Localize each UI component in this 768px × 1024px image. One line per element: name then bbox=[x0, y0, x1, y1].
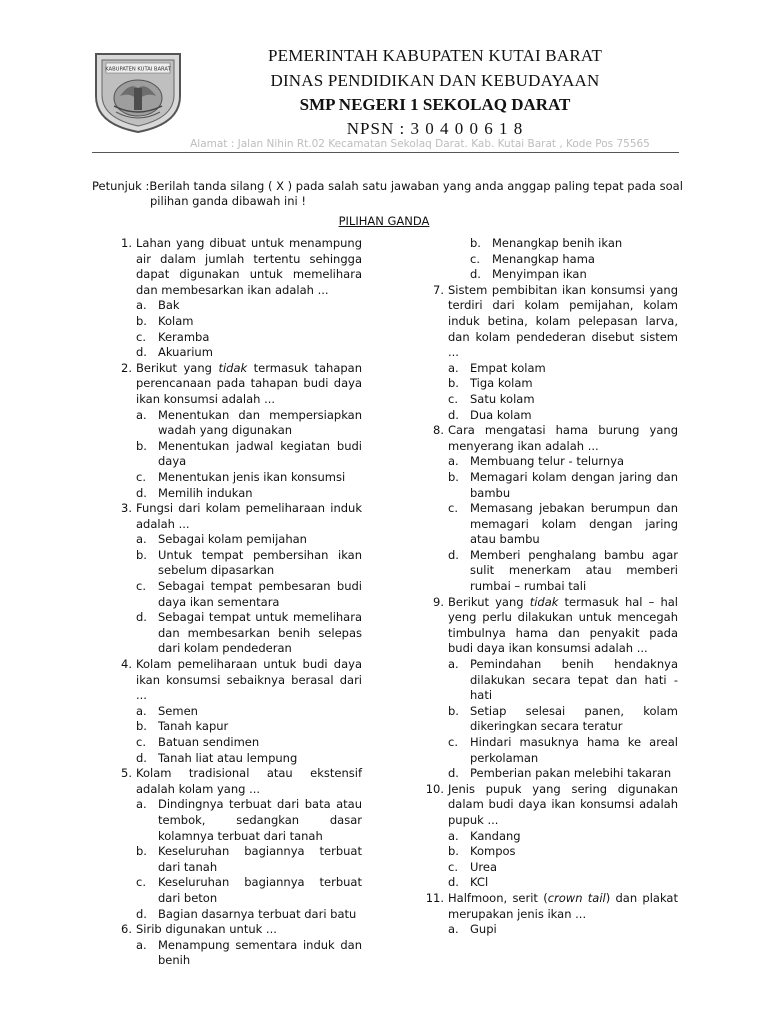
question-number: 7. bbox=[433, 282, 444, 297]
option-a[interactable]: a. Pemindahan benih hendaknya dilakukan secara tepat dan hati - hati bbox=[448, 657, 678, 703]
question-8 bbox=[418, 423, 678, 595]
option-c[interactable]: c. Memasang jebakan berumpun dan memagari kolam dengan jaring atau bambu bbox=[448, 501, 678, 547]
question-text: Sirib digunakan untuk ... bbox=[136, 922, 277, 937]
question-text: Jenis pupuk yang sering digunakan dalam budi daya ikan konsumsi adalah pupuk ... bbox=[448, 781, 678, 827]
option-c[interactable]: c. Menentukan jenis ikan konsumsi bbox=[136, 469, 346, 484]
question-text: Halfmoon, serit (crown tail) dan plakat merupakan jenis ikan ... bbox=[448, 890, 678, 921]
question-text: Cara mengatasi hama burung yang menyerang ikan adalah ... bbox=[448, 423, 678, 453]
question-10 bbox=[418, 782, 678, 891]
letterhead bbox=[0, 0, 768, 160]
question-1 bbox=[106, 236, 362, 361]
option-c[interactable]: c. Hindari masuknya hama ke areal perkolaman bbox=[448, 735, 678, 765]
right-column bbox=[418, 236, 678, 938]
option-b[interactable]: b. Keseluruhan bagiannya terbuat dari tanah bbox=[136, 844, 362, 874]
question-number: 8. bbox=[433, 423, 444, 438]
option-a[interactable]: a. Menampung sementara induk dan benih bbox=[136, 937, 362, 968]
school-address: Alamat : Jalan Nihin Rt.02 Kecamatan Sekolaq Darat. Kab. Kutai Barat , Kode Pos 75565 bbox=[190, 138, 650, 150]
option-c[interactable]: c. Urea bbox=[448, 859, 498, 874]
option-d[interactable]: d. Dua kolam bbox=[448, 407, 532, 422]
option-c[interactable]: c. Keramba bbox=[136, 329, 210, 344]
question-text: Kolam tradisional atau ekstensif adalah kolam yang ... bbox=[136, 766, 362, 796]
question-11 bbox=[418, 891, 678, 938]
option-d[interactable]: d. Memberi penghalang bambu agar sulit menerkam atau memberi rumbai – rumbai tali bbox=[448, 547, 678, 594]
option-d[interactable]: d. KCl bbox=[448, 875, 489, 890]
question-number: 5. bbox=[121, 766, 132, 781]
option-b[interactable]: b. Menangkap benih ikan bbox=[470, 236, 623, 250]
question-text: Berikut yang tidak termasuk tahapan perencanaan pada tahapan budi daya ikan konsumsi adalah ... bbox=[136, 360, 363, 406]
option-c[interactable]: c. Menangkap hama bbox=[470, 251, 595, 266]
option-d[interactable]: d. Sebagai tempat untuk memelihara dan membesarkan benih selepas dari kolam pendederan bbox=[136, 610, 362, 656]
option-a[interactable]: a. Semen bbox=[136, 703, 198, 718]
question-text: Kolam pemeliharaan untuk budi daya ikan konsumsi sebaiknya berasal dari ... bbox=[136, 657, 362, 703]
left-column bbox=[106, 236, 362, 969]
option-d[interactable]: d. Bagian dasarnya terbuat dari batu bbox=[136, 906, 357, 921]
question-text: Berikut yang tidak termasuk hal – hal yeng perlu dilakukan untuk mencegah timbulnya hama dan penyakit pada budi daya ikan konsumsi adalah ... bbox=[448, 594, 679, 656]
question-number: 2. bbox=[121, 360, 132, 375]
question-text: Fungsi dari kolam pemeliharaan induk adalah ... bbox=[136, 501, 362, 531]
question-number: 4. bbox=[121, 657, 132, 672]
question-3 bbox=[106, 501, 362, 657]
government-title: PEMERINTAH KABUPATEN KUTAI BARAT bbox=[267, 46, 603, 65]
option-d[interactable]: d. Tanah liat atau lempung bbox=[136, 750, 298, 765]
option-a[interactable]: a. Kandang bbox=[448, 828, 521, 843]
regency-emblem-icon bbox=[90, 48, 186, 134]
option-a[interactable]: a. Membuang telur - telurnya bbox=[448, 454, 625, 469]
question-9 bbox=[418, 595, 678, 782]
question-number: 9. bbox=[433, 594, 444, 609]
option-b[interactable]: b. Memagari kolam dengan jaring dan bambu bbox=[448, 469, 678, 500]
header-divider bbox=[92, 152, 679, 153]
instructions-line-2: pilihan ganda dibawah ini ! bbox=[150, 194, 306, 208]
npsn: NPSN : 3 0 4 0 0 6 1 8 bbox=[346, 119, 524, 138]
option-d[interactable]: d. Memilih indukan bbox=[136, 485, 253, 500]
option-b[interactable]: b. Untuk tempat pembersihan ikan sebelum dipasarkan bbox=[136, 547, 362, 578]
question-text: Sistem pembibitan ikan konsumsi yang terdiri dari kolam pemijahan, kolam induk betina, kolam pelepasan larva, dan kolam pendederan disebut sistem ... bbox=[448, 282, 678, 360]
option-c[interactable]: c. Satu kolam bbox=[448, 391, 535, 406]
question-7 bbox=[418, 283, 678, 423]
option-c[interactable]: c. Keseluruhan bagiannya terbuat dari beton bbox=[136, 875, 362, 905]
option-b[interactable]: b. Setiap selesai panen, kolam dikeringkan secara teratur bbox=[448, 703, 678, 734]
option-b[interactable]: b. Kolam bbox=[136, 313, 194, 328]
question-4 bbox=[106, 657, 362, 766]
section-title: PILIHAN GANDA bbox=[338, 214, 430, 228]
instructions-label: Petunjuk : bbox=[92, 179, 150, 193]
option-a[interactable]: a. Gupi bbox=[448, 922, 497, 937]
question-text: Lahan yang dibuat untuk menampung air dalam jumlah tertentu sehingga dapat digunakan untuk memelihara dan membesarkan ikan adalah ... bbox=[136, 236, 362, 297]
option-a[interactable]: a. Empat kolam bbox=[448, 360, 546, 375]
question-number: 3. bbox=[121, 501, 132, 516]
option-c[interactable]: c. Sebagai tempat pembesaran budi daya ikan sementara bbox=[136, 579, 362, 609]
option-a[interactable]: a. Menentukan dan mempersiapkan wadah yang digunakan bbox=[136, 407, 362, 438]
option-b[interactable]: b. Menentukan jadwal kegiatan budi daya bbox=[136, 438, 362, 469]
question-number: 10. bbox=[425, 781, 444, 796]
question-number: 11. bbox=[425, 890, 444, 905]
option-b[interactable]: b. Kompos bbox=[448, 844, 516, 859]
option-d[interactable]: d. Pemberian pakan melebihi takaran bbox=[448, 766, 672, 781]
option-d[interactable]: d. Menyimpan ikan bbox=[470, 267, 587, 282]
question-6-continued bbox=[418, 236, 678, 283]
department-title: DINAS PENDIDIKAN DAN KEBUDAYAAN bbox=[270, 71, 600, 90]
option-c[interactable]: c. Batuan sendimen bbox=[136, 735, 260, 749]
question-2 bbox=[106, 361, 362, 501]
option-a[interactable]: a. Bak bbox=[136, 298, 180, 313]
svg-text:KABUPATEN KUTAI BARAT: KABUPATEN KUTAI BARAT bbox=[105, 66, 171, 73]
option-a[interactable]: a. Dindingnya terbuat dari bata atau tembok, sedangkan dasar kolamnya terbuat dari tanah bbox=[136, 797, 362, 843]
question-5 bbox=[106, 766, 362, 922]
instructions bbox=[92, 179, 692, 209]
question-number: 6. bbox=[121, 922, 132, 937]
question-number: 1. bbox=[121, 236, 132, 250]
question-6 bbox=[106, 922, 362, 969]
option-b[interactable]: b. Tiga kolam bbox=[448, 376, 533, 391]
option-a[interactable]: a. Sebagai kolam pemijahan bbox=[136, 532, 307, 547]
school-name: SMP NEGERI 1 SEKOLAQ DARAT bbox=[299, 95, 571, 114]
instructions-line-1: Berilah tanda silang ( X ) pada salah satu jawaban yang anda anggap paling tepat pada soal bbox=[149, 179, 683, 193]
option-b[interactable]: b. Tanah kapur bbox=[136, 719, 229, 734]
option-d[interactable]: d. Akuarium bbox=[136, 345, 213, 360]
